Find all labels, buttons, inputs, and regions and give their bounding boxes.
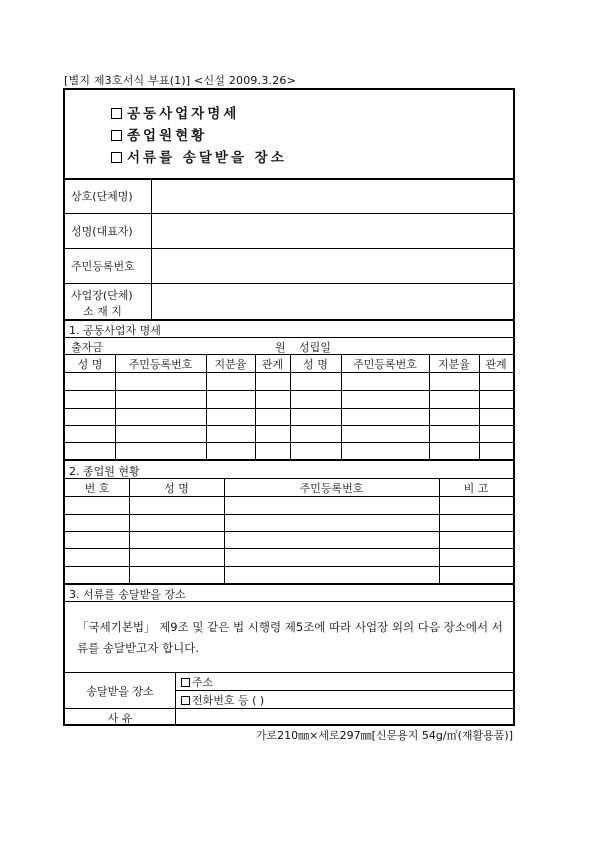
representative-name-label: 성명(대표자) (71, 225, 133, 238)
reason-label: 사 유 (107, 712, 133, 725)
title-delivery-place-label: 서류를 송달받을 장소 (127, 150, 287, 166)
representative-name-field[interactable] (152, 214, 513, 248)
checkbox-delivery-place[interactable] (111, 152, 122, 163)
divider (65, 459, 513, 461)
paper-spec-footer: 가로210㎜×세로297㎜[신문용지 54g/㎡(재활용품)] (255, 729, 513, 742)
established-date-field[interactable] (339, 338, 513, 354)
option-phone[interactable] (181, 692, 264, 708)
checkbox-joint-business[interactable] (111, 108, 122, 119)
col-header-relation-2: 관계 (485, 358, 507, 371)
resident-number-label: 주민등록번호 (71, 260, 135, 273)
section2-title: 2. 종업원 현황 (69, 465, 140, 478)
section3-title: 3. 서류를 송달받을 장소 (69, 588, 186, 601)
delivery-place-label: 송달받을 장소 (86, 685, 154, 698)
divider (175, 690, 513, 691)
established-date-label: 성립일 (299, 341, 331, 354)
col-header-resident-number: 주민등록번호 (128, 358, 193, 371)
checkbox-phone[interactable] (181, 696, 190, 705)
resident-number-field[interactable] (152, 249, 513, 283)
business-location-label-2: 소 재 지 (83, 305, 122, 318)
won-label: 원 (275, 341, 286, 354)
col-header-share-ratio: 지분율 (214, 358, 247, 371)
company-name-label: 상호(단체명) (71, 190, 133, 203)
title-joint-business (111, 102, 239, 122)
company-name-field[interactable] (152, 179, 513, 213)
option-address-label: 주소 (192, 676, 214, 689)
title-delivery-place (111, 146, 287, 166)
title-employees (111, 124, 207, 144)
col-header-name: 성 명 (77, 358, 103, 371)
divider (65, 354, 513, 355)
col-header-name-2: 성 명 (303, 358, 328, 371)
col-header-resident-number-2: 주민등록번호 (353, 358, 417, 371)
col-header-employee-name: 성 명 (164, 482, 189, 495)
form-sheet (63, 88, 515, 726)
table-row-line (65, 372, 513, 373)
option-address[interactable] (181, 674, 213, 690)
divider (65, 319, 513, 321)
col-header-number: 번 호 (84, 482, 110, 495)
divider (65, 583, 513, 585)
capital-field[interactable] (109, 338, 269, 354)
table-row-line (65, 442, 513, 443)
table-row-line (65, 390, 513, 391)
consent-paragraph-area (65, 601, 513, 665)
table-row-line (65, 566, 513, 567)
col-header-remarks: 비 고 (463, 482, 489, 495)
divider (65, 478, 513, 479)
table-row-line (65, 408, 513, 409)
col-header-employee-resident-number: 주민등록번호 (299, 482, 364, 495)
consent-paragraph: 「국세기본법」 제9조 및 같은 법 시행령 제5조에 따라 사업장 외의 다음 장소에서 서류를 송달받고자 합니다. (77, 620, 503, 655)
business-location-label: 사업장(단체) (71, 289, 133, 302)
form-reference-header: [별지 제3호서식 부표(1)] <신설 2009.3.26> (64, 74, 297, 87)
checkbox-address[interactable] (181, 678, 190, 687)
divider (65, 672, 513, 673)
option-phone-label: 전화번호 등 ( ) (192, 694, 265, 707)
table-row-line (65, 496, 513, 497)
business-location-field[interactable] (152, 284, 513, 319)
capital-label: 출자금 (71, 341, 103, 354)
title-employees-label: 종업원현황 (127, 128, 208, 144)
table-row-line (65, 425, 513, 426)
col-header-relation: 관계 (261, 358, 284, 371)
checkbox-employees[interactable] (111, 130, 122, 141)
table-row-line (65, 514, 513, 515)
table-row-line (65, 548, 513, 549)
title-joint-business-label: 공동사업자명세 (127, 106, 240, 122)
reason-field[interactable] (176, 709, 513, 724)
table-row-line (65, 531, 513, 532)
section1-title: 1. 공동사업자 명세 (69, 324, 161, 337)
col-header-share-ratio-2: 지분율 (438, 358, 470, 371)
